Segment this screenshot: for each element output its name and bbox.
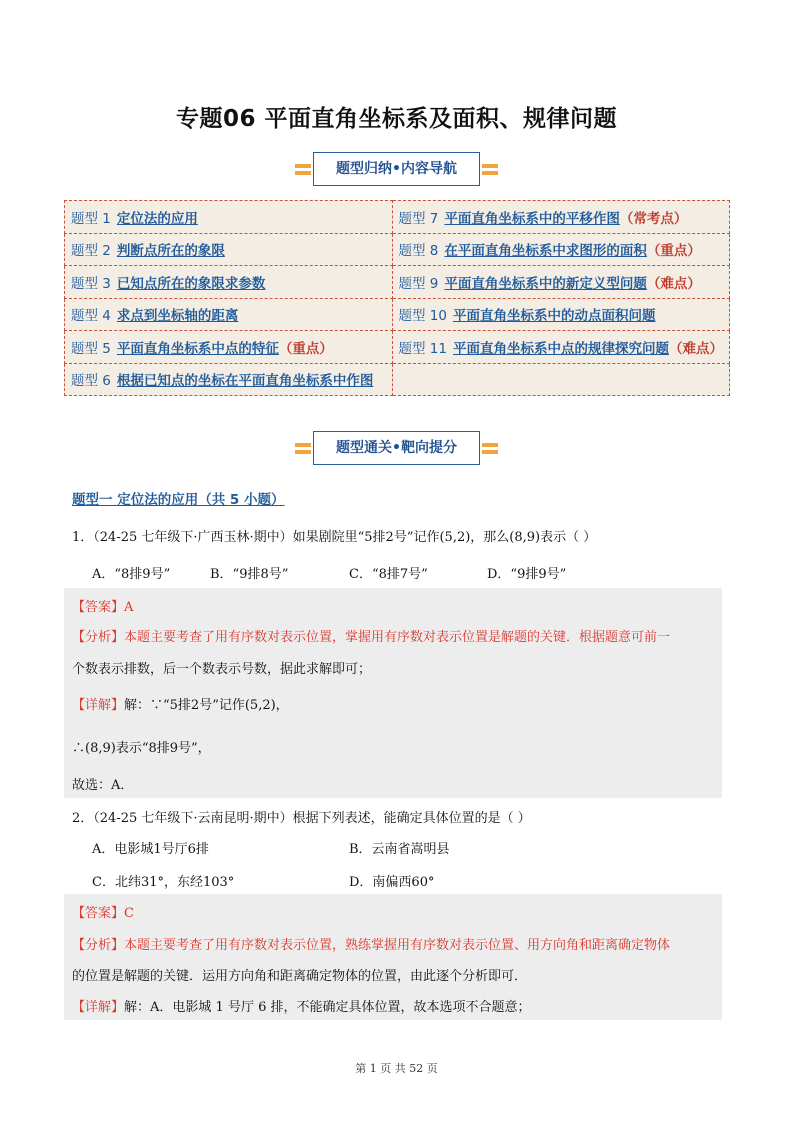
q1-answer [72, 596, 133, 615]
nav-banner [0, 152, 793, 186]
nav-cell[interactable]: 题型 5 平面直角坐标系中点的特征（重点） [65, 331, 393, 364]
q1-option-b: B．“9排8号” [210, 567, 289, 582]
q2-option-c: C．北纬31°，东经103° [92, 875, 235, 890]
nav-link[interactable]: 判断点所在的象限 [116, 243, 225, 260]
nav-cell-empty [392, 363, 729, 396]
nav-cell[interactable]: 题型 4 求点到坐标轴的距离 [65, 298, 393, 331]
nav-link[interactable]: 定位法的应用 [116, 210, 198, 227]
label-body: A [124, 600, 134, 615]
label-prefix: 【答案】 [72, 906, 125, 921]
page-title: 专题06 平面直角坐标系及面积、规律问题 [175, 106, 617, 132]
question-2-stem: 2．（24-25 七年级下·云南昆明·期中）根据下列表述，能确定具体位置的是（ ） [72, 811, 531, 826]
q1-detail-line2: ∴(8,9)表示“8排9号”， [72, 741, 211, 756]
label-prefix: 【分析】 [72, 938, 125, 953]
q1-option-a: A．“8排9号” [92, 567, 171, 582]
label-body: 解：∵“5排2号”记作(5,2)， [124, 698, 289, 713]
q1-analysis-line2: 个数表示排数，后一个数表示号数，据此求解即可； [72, 662, 372, 677]
q1-detail-line1 [72, 694, 289, 713]
q2-analysis-line1 [72, 934, 670, 953]
nav-link[interactable]: 求点到坐标轴的距离 [116, 308, 239, 325]
nav-link[interactable]: 平面直角坐标系中点的规律探究问题 [453, 340, 669, 357]
nav-link[interactable]: 在平面直角坐标系中求图形的面积 [444, 243, 647, 260]
practice-banner [0, 431, 793, 465]
q2-option-d: D．南偏西60° [349, 875, 435, 890]
nav-cell[interactable]: 题型 3 已知点所在的象限求参数 [65, 266, 393, 299]
q2-analysis-line2: 的位置是解题的关键．运用方向角和距离确定物体的位置，由此逐个分析即可． [72, 969, 528, 984]
q2-option-b: B．云南省嵩明县 [349, 842, 450, 857]
nav-cell[interactable]: 题型 6 根据已知点的坐标在平面直角坐标系中作图 [65, 363, 393, 396]
q1-detail-line3: 故选：A． [72, 778, 134, 793]
q1-solution-box [64, 588, 722, 798]
nav-link[interactable]: 根据已知点的坐标在平面直角坐标系中作图 [116, 373, 374, 390]
q1-analysis-line1 [72, 626, 670, 645]
nav-link[interactable]: 平面直角坐标系中的动点面积问题 [453, 308, 656, 325]
nav-link[interactable]: 平面直角坐标系中的新定义型问题 [444, 275, 647, 292]
page-footer: 第 1 页 共 52 页 [355, 1062, 438, 1075]
topic-nav-table [64, 200, 730, 396]
label-body: 本题主要考查了用有序数对表示位置，掌握用有序数对表示位置是解题的关键．根据题意可前一 [124, 630, 671, 645]
q1-option-d: D．“9排9号” [487, 567, 567, 582]
label-body: C [124, 906, 134, 921]
banner-left-icon [295, 162, 311, 176]
label-body: 解：A．电影城 1 号厅 6 排，不能确定具体位置，故本选项不合题意； [124, 1000, 531, 1015]
banner-right-icon [482, 441, 498, 455]
nav-cell[interactable]: 题型 1 定位法的应用 [65, 201, 393, 234]
label-prefix: 【答案】 [72, 600, 125, 615]
nav-cell[interactable]: 题型 9 平面直角坐标系中的新定义型问题（难点） [392, 266, 729, 299]
nav-cell[interactable]: 题型 2 判断点所在的象限 [65, 233, 393, 266]
nav-link[interactable]: 平面直角坐标系中点的特征 [116, 340, 279, 357]
q2-answer [72, 902, 134, 921]
q1-option-c: C．“8排7号” [349, 567, 428, 582]
banner-right-icon [482, 162, 498, 176]
q2-option-a: A．电影城1号厅6排 [92, 842, 209, 857]
nav-cell[interactable]: 题型 8 在平面直角坐标系中求图形的面积（重点） [392, 233, 729, 266]
question-1-stem: 1．（24-25 七年级下·广西玉林·期中）如果剧院里“5排2号”记作(5,2)，那么(8,9)表示（ ） [72, 530, 597, 545]
nav-link[interactable]: 平面直角坐标系中的平移作图 [444, 210, 620, 227]
nav-banner-label: 题型归纳•内容导航 [313, 152, 480, 186]
q2-detail-line1 [72, 996, 530, 1015]
nav-link[interactable]: 已知点所在的象限求参数 [116, 275, 266, 292]
nav-cell[interactable]: 题型 10 平面直角坐标系中的动点面积问题 [392, 298, 729, 331]
nav-cell[interactable]: 题型 7 平面直角坐标系中的平移作图（常考点） [392, 201, 729, 234]
q2-solution-box [64, 894, 722, 1020]
banner-left-icon [295, 441, 311, 455]
nav-cell[interactable]: 题型 11 平面直角坐标系中点的规律探究问题（难点） [392, 331, 729, 364]
label-prefix: 【分析】 [72, 630, 125, 645]
label-prefix: 【详解】 [72, 1000, 125, 1015]
label-prefix: 【详解】 [72, 698, 125, 713]
label-body: 本题主要考查了用有序数对表示位置，熟练掌握用有序数对表示位置、用方向角和距离确定物体 [124, 938, 671, 953]
section-heading[interactable]: 题型一 定位法的应用（共 5 小题） [72, 492, 285, 508]
practice-banner-label: 题型通关•靶向提分 [313, 431, 480, 465]
